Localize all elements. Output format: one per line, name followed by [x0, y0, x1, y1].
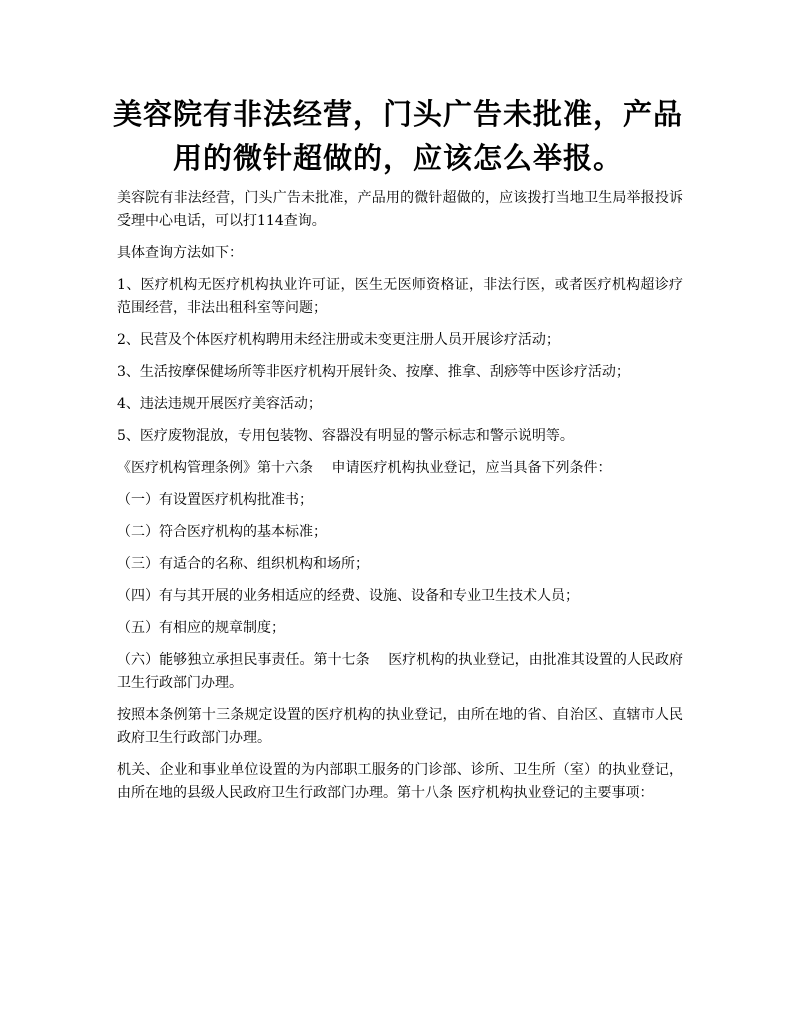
paragraph-condition-6: （六）能够独立承担民事责任。第十七条 医疗机构的执业登记，由批准其设置的人民政府卫生行政部门办理。 [117, 652, 683, 691]
paragraph-item-5: 5、医疗废物混放，专用包装物、容器没有明显的警示标志和警示说明等。 [117, 428, 574, 444]
paragraph-condition-2: （二）符合医疗机构的基本标准； [117, 524, 327, 540]
paragraph-condition-5: （五）有相应的规章制度； [117, 620, 285, 636]
paragraph-item-3: 3、生活按摩保健场所等非医疗机构开展针灸、按摩、推拿、刮痧等中医诊疗活动； [117, 364, 630, 380]
paragraph-method-heading: 具体查询方法如下： [117, 245, 243, 261]
paragraph-intro: 美容院有非法经营，门头广告未批准，产品用的微针超做的，应该拨打当地卫生局举报投诉受理中心电话，可以打114查询。 [117, 190, 683, 229]
document-title: 美容院有非法经营，门头广告未批准，产品用的微针超做的，应该怎么举报。 [112, 97, 683, 175]
paragraph-condition-4: （四）有与其开展的业务相适应的经费、设施、设备和专业卫生技术人员； [117, 588, 579, 604]
paragraph-item-4: 4、违法违规开展医疗美容活动； [117, 396, 322, 412]
paragraph-condition-1: （一）有设置医疗机构批准书； [117, 492, 313, 508]
paragraph-item-1: 1、医疗机构无医疗机构执业许可证，医生无医师资格证，非法行医，或者医疗机构超诊疗范围经营，非法出租科室等问题； [117, 277, 683, 316]
paragraph-item-2: 2、民营及个体医疗机构聘用未经注册或未变更注册人员开展诊疗活动； [117, 332, 560, 348]
paragraph-article-13-registration: 按照本条例第十三条规定设置的医疗机构的执业登记，由所在地的省、自治区、直辖市人民政府卫生行政部门办理。 [117, 707, 683, 746]
document-body [117, 187, 683, 814]
paragraph-internal-clinic-registration: 机关、企业和事业单位设置的为内部职工服务的门诊部、诊所、卫生所（室）的执业登记，由所在地的县级人民政府卫生行政部门办理。第十八条 医疗机构执业登记的主要事项： [117, 762, 683, 801]
paragraph-condition-3: （三）有适合的名称、组织机构和场所； [117, 556, 369, 572]
paragraph-article-16: 《医疗机构管理条例》第十六条 申请医疗机构执业登记，应当具备下列条件： [117, 460, 612, 476]
